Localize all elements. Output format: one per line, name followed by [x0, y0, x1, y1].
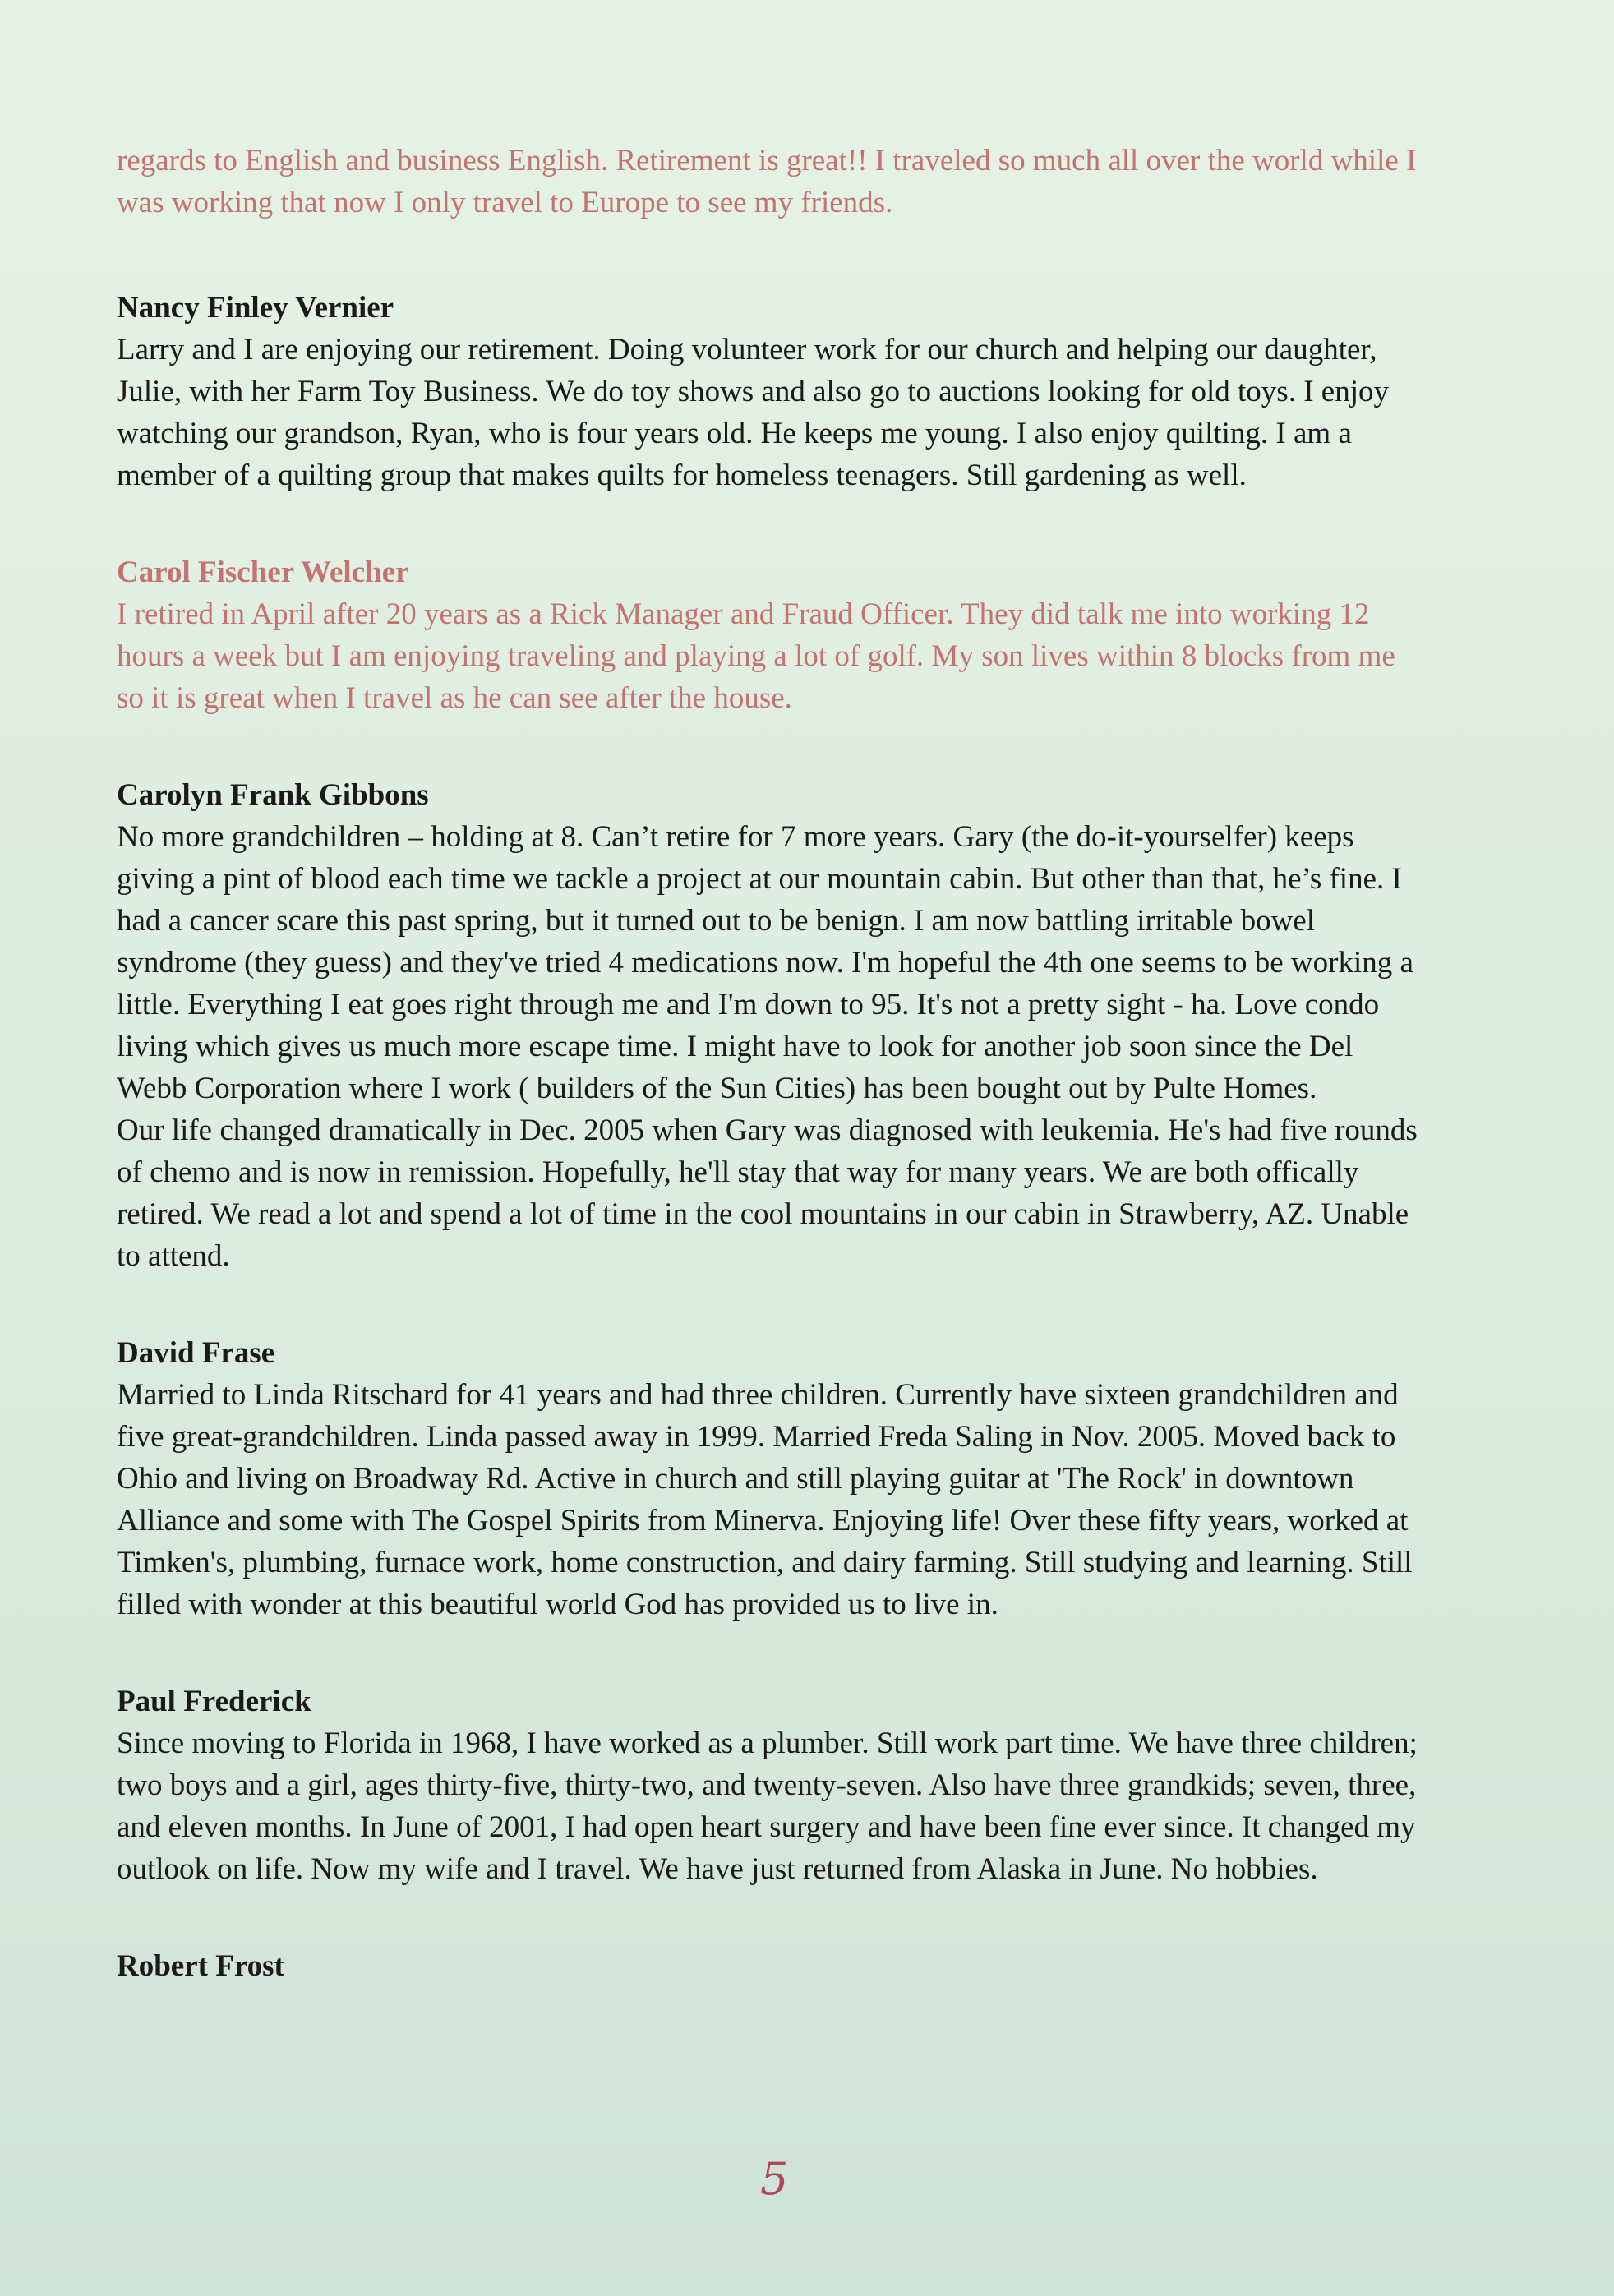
- entry-name: Carol Fischer Welcher: [117, 556, 409, 589]
- entry-carol-fischer-welcher: [117, 552, 1423, 719]
- entry-paragraph: Larry and I are enjoying our retirement. Doing volunteer work for our church and helping our daughter, Julie, with her Farm Toy Business. We do toy shows and also go to auctions looking for old toys. I enjoy watching our grandson, Ryan, who is four years old. He keeps me young. I also enjoy quilting. I am a member of a quilting group that makes quilts for homeless teenagers. Still gardening as well.: [117, 333, 1389, 492]
- entry-name: Nancy Finley Vernier: [117, 291, 394, 325]
- entry-paul-frederick: [117, 1681, 1423, 1890]
- entry-name: Carolyn Frank Gibbons: [117, 778, 429, 812]
- entry-david-frase: [117, 1333, 1423, 1625]
- intro-entry: [117, 140, 1423, 224]
- entry-nancy-finley-vernier: [117, 288, 1423, 496]
- entry-paragraph: Our life changed dramatically in Dec. 2005 when Gary was diagnosed with leukemia. He's had five rounds of chemo and is now in remission. Hopefully, he'll stay that way for many years. We are both offically retired. We read a lot and spend a lot of time in the cool mountains in our cabin in Strawberry, AZ. Unable to attend.: [117, 1113, 1418, 1273]
- entry-paragraph: Since moving to Florida in 1968, I have worked as a plumber. Still work part time. We have three children; two boys and a girl, ages thirty-five, thirty-two, and twenty-seven. Also have three grandkids; seven, three, and eleven months. In June of 2001, I had open heart surgery and have been fine ever since. It changed my outlook on life. Now my wife and I travel. We have just returned from Alaska in June. No hobbies.: [117, 1727, 1418, 1886]
- entry-name: Robert Frost: [117, 1949, 284, 1983]
- entry-name: David Frase: [117, 1336, 275, 1370]
- entry-carolyn-frank-gibbons: [117, 775, 1423, 1277]
- entry-paragraph: No more grandchildren – holding at 8. Can’t retire for 7 more years. Gary (the do-it-yourselfer) keeps giving a pint of blood each time we tackle a project at our mountain cabin. But other than that, he’s fine. I had a cancer scare this past spring, but it turned out to be benign. I am now battling irritable bowel syndrome (they guess) and they've tried 4 medications now. I'm hopeful the 4th one seems to be working a little. Everything I eat goes right through me and I'm down to 95. It's not a pretty sight - ha. Love condo living which gives us much more escape time. I might have to look for another job soon since the Del Webb Corporation where I work ( builders of the Sun Cities) has been bought out by Pulte Homes.: [117, 820, 1413, 1105]
- page-content: [117, 140, 1423, 2043]
- entry-paragraph: Married to Linda Ritschard for 41 years and had three children. Currently have sixteen grandchildren and five great-grandchildren. Linda passed away in 1999. Married Freda Saling in Nov. 2005. Moved back to Ohio and living on Broadway Rd. Active in church and still playing guitar at 'The Rock' in downtown Alliance and some with The Gospel Spirits from Minerva. Enjoying life! Over these fifty years, worked at Timken's, plumbing, furnace work, home construction, and dairy farming. Still studying and learning. Still filled with wonder at this beautiful world God has provided us to live in.: [117, 1378, 1413, 1621]
- intro-paragraph: regards to English and business English. Retirement is great!! I traveled so much all over the world while I was working that now I only travel to Europe to see my friends.: [117, 144, 1417, 219]
- entry-robert-frost: [117, 1946, 1423, 1987]
- entry-paragraph: I retired in April after 20 years as a Rick Manager and Fraud Officer. They did talk me into working 12 hours a week but I am enjoying traveling and playing a lot of golf. My son lives within 8 blocks from me so it is great when I travel as he can see after the house.: [117, 597, 1395, 715]
- page-number: 5: [760, 2153, 789, 2205]
- entry-name: Paul Frederick: [117, 1685, 311, 1718]
